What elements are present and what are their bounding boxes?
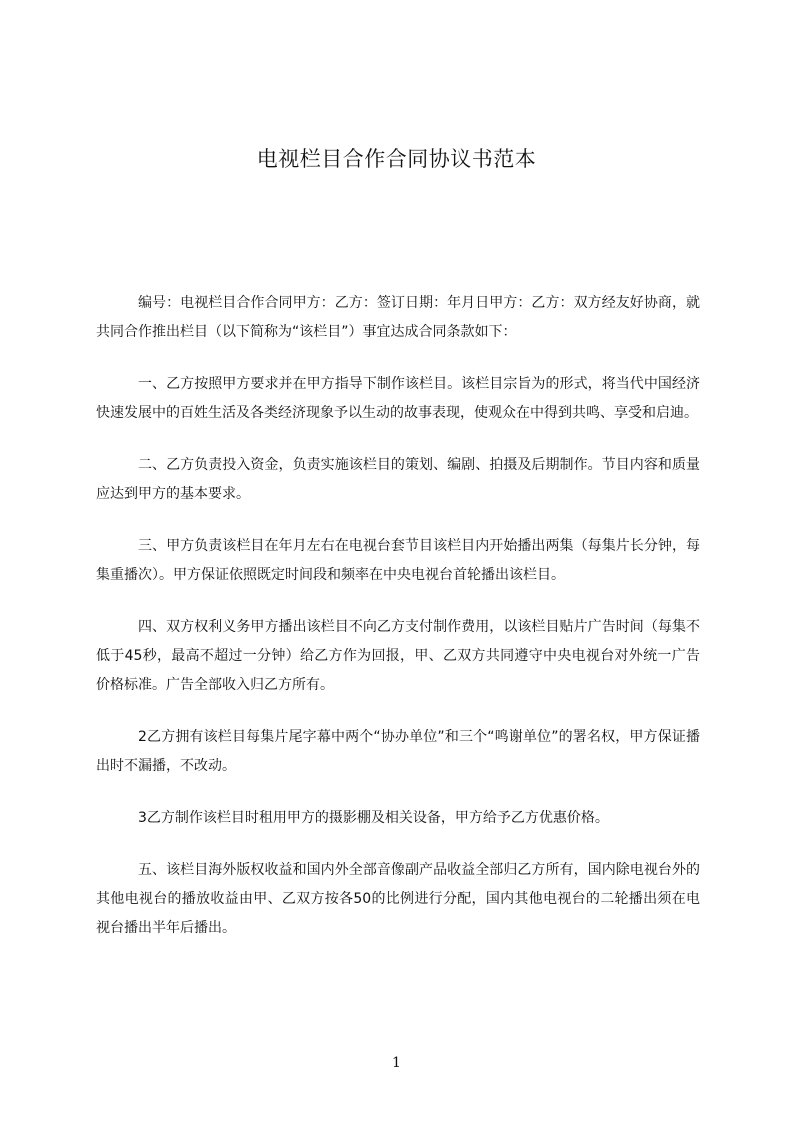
clause-1-paragraph: 一、乙方按照甲方要求并在甲方指导下制作该栏目。该栏目宗旨为的形式，将当代中国经济快速发展中的百姓生活及各类经济现象予以生动的故事表现，使观众在中得到共鸣、享受和启迪。 [96,376,700,421]
clause-3-paragraph: 三、甲方负责该栏目在年月左右在电视台套节目该栏目内开始播出两集（每集片长分钟，每集重播次）。甲方保证依照既定时间段和频率在中央电视台首轮播出该栏目。 [96,538,700,583]
intro-paragraph: 编号：电视栏目合作合同甲方：乙方：签订日期：年月日甲方：乙方：双方经友好协商，就共同合作推出栏目（以下简称为“该栏目”）事宜达成合同条款如下： [96,295,700,340]
clause-2-paragraph: 二、乙方负责投入资金，负责实施该栏目的策划、编剧、拍摄及后期制作。节目内容和质量应达到甲方的基本要求。 [96,457,700,502]
document-title: 电视栏目合作合同协议书范本 [256,147,537,171]
page-number: 1 [392,1055,401,1071]
clause-5-paragraph: 五、该栏目海外版权收益和国内外全部音像副产品收益全部归乙方所有，国内除电视台外的其他电视台的播放收益由甲、乙双方按各50的比例进行分配，国内其他电视台的二轮播出须在电视台播出半年后播出。 [96,862,700,936]
clause-4-item-3-paragraph: 3乙方制作该栏目时租用甲方的摄影棚及相关设备，甲方给予乙方优惠价格。 [138,810,609,826]
clause-4-item-2-paragraph: 2乙方拥有该栏目每集片尾字幕中两个“协办单位”和三个“鸣谢单位”的署名权，甲方保证播出时不漏播，不改动。 [96,729,700,774]
clause-4-paragraph: 四、双方权利义务甲方播出该栏目不向乙方支付制作费用，以该栏目贴片广告时间（每集不低于45秒，最高不超过一分钟）给乙方作为回报，甲、乙双方共同遵守中央电视台对外统一广告价格标准。广告全部收入归乙方所有。 [96,619,700,693]
document-body [96,289,700,943]
